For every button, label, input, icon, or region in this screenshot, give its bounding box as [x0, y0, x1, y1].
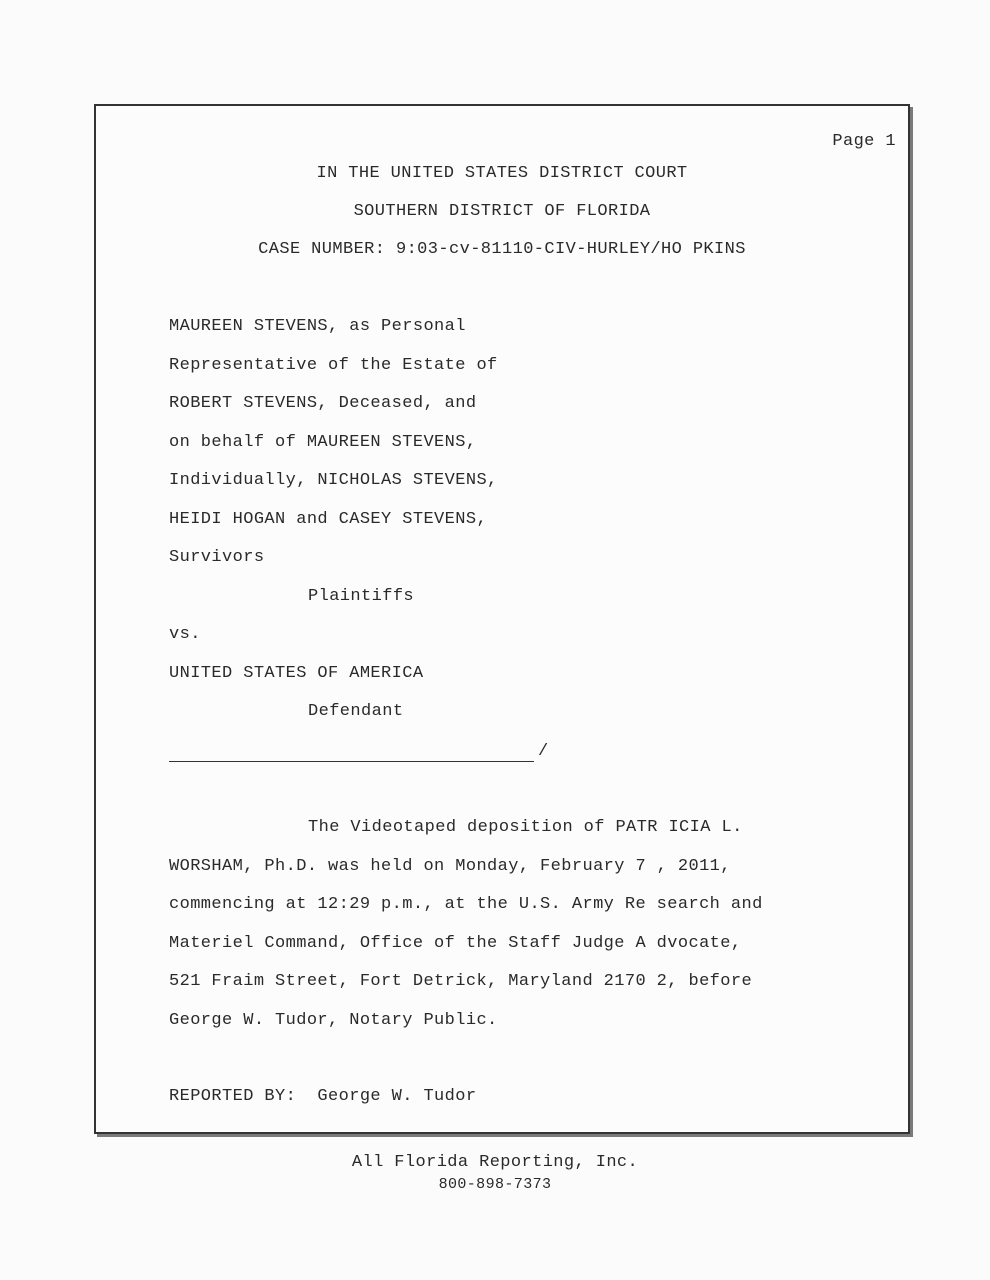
- court-name: IN THE UNITED STATES DISTRICT COURT: [316, 164, 688, 183]
- deposition-line: commencing at 12:29 p.m., at the U.S. Army Re search and: [169, 895, 763, 914]
- deposition-line: The Videotaped deposition of PATR ICIA L.: [308, 818, 743, 837]
- caption-slash: /: [538, 742, 549, 761]
- plaintiff-line: Representative of the Estate of: [169, 356, 498, 375]
- page-number: Page 1: [832, 132, 896, 151]
- plaintiff-role: Plaintiffs: [308, 587, 415, 606]
- deposition-line: WORSHAM, Ph.D. was held on Monday, February 7 , 2011,: [169, 857, 731, 876]
- plaintiff-line: HEIDI HOGAN and CASEY STEVENS,: [169, 510, 488, 529]
- defendant-role: Defendant: [308, 702, 404, 721]
- plaintiff-line: ROBERT STEVENS, Deceased, and: [169, 394, 477, 413]
- deposition-line: George W. Tudor, Notary Public.: [169, 1011, 498, 1030]
- reporting-company: All Florida Reporting, Inc.: [351, 1153, 639, 1172]
- case-number: CASE NUMBER: 9:03-cv-81110-CIV-HURLEY/HO PKINS: [258, 240, 746, 259]
- plaintiff-line: MAUREEN STEVENS, as Personal: [169, 317, 466, 336]
- plaintiff-line: on behalf of MAUREEN STEVENS,: [169, 433, 477, 452]
- versus-label: vs.: [169, 625, 201, 644]
- deposition-line: 521 Fraim Street, Fort Detrick, Maryland 2170 2, before: [169, 972, 753, 991]
- defendant-name: UNITED STATES OF AMERICA: [169, 664, 424, 683]
- reported-by: REPORTED BY: George W. Tudor: [169, 1087, 477, 1106]
- reporting-phone: 800-898-7373: [438, 1176, 552, 1193]
- transcript-page-frame: [94, 104, 910, 1134]
- plaintiff-line: Survivors: [169, 548, 265, 567]
- deposition-line: Materiel Command, Office of the Staff Judge A dvocate,: [169, 934, 742, 953]
- district-name: SOUTHERN DISTRICT OF FLORIDA: [353, 202, 651, 221]
- plaintiff-line: Individually, NICHOLAS STEVENS,: [169, 471, 498, 490]
- caption-rule: [169, 761, 534, 762]
